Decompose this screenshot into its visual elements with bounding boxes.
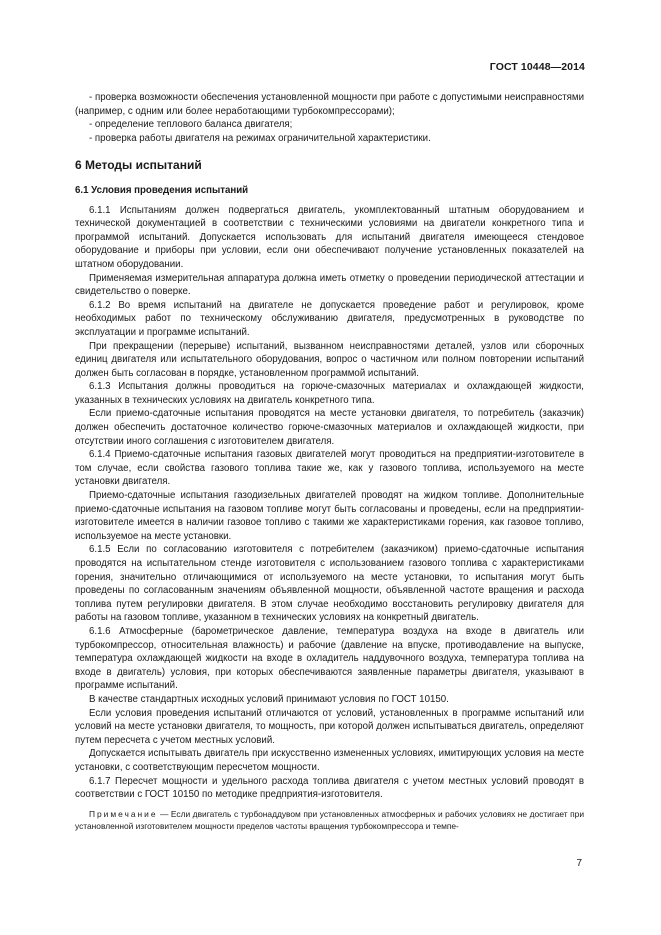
paragraph-6-1-3: 6.1.3 Испытания должны проводиться на горюче-смазочных материалах и охлаждающей жидкости, указанных в технических условиях на двигатель конкретного типа. <box>75 381 584 406</box>
note <box>75 808 584 832</box>
page-body <box>75 91 584 832</box>
intro-item-3: - проверка работы двигателя на режимах ограничительной характеристики. <box>89 132 431 144</box>
paragraph: Применяемая измерительная аппаратура должна иметь отметку о проведении периодической аттестации и свидетельство о поверке. <box>75 272 584 298</box>
section-title: 6 Методы испытаний <box>75 158 202 173</box>
page-number: 7 <box>576 858 582 869</box>
paragraph: Приемо-сдаточные испытания газодизельных двигателей проводят на жидком топливе. Дополнительные приемо-сдаточные испытания на газовом топливе могут быть согласованы и проведены, если на предприятии-изготовителе имеется в наличии газовое топливо с такими же характеристиками горения, как газовое топливо, используемое на месте установки. <box>75 490 584 542</box>
paragraph-6-1-7: 6.1.7 Пересчет мощности и удельного расхода топлива двигателя с учетом местных условий проводят в соответствии с ГОСТ 10150 по методике предприятия-изготовителя. <box>75 775 584 801</box>
paragraph-6-1-4: 6.1.4 Приемо-сдаточные испытания газовых двигателей могут проводиться на предприятии-изготовителе в том случае, если свойства газового топлива такие же, как у газового топлива, используемого на месте установки двигателя. <box>75 449 584 488</box>
subsection-title: 6.1 Условия проведения испытаний <box>75 184 249 196</box>
paragraph: В качестве стандартных исходных условий принимают условия по ГОСТ 10150. <box>89 693 449 705</box>
paragraph: Если условия проведения испытаний отличаются от условий, установленных в программе испытаний или условий на месте установки двигателя, то мощность, при которой должен испытываться двигатель, определяют путем пересчета с учетом местных условий. <box>75 707 584 746</box>
paragraph: Если приемо-сдаточные испытания проводятся на месте установки двигателя, то потребитель (заказчик) должен обеспечить достаточное количество горюче-смазочных материалов и охлаждающей жидкости, при отсутствии иного соглашения с изготовителем двигателя. <box>75 408 584 447</box>
paragraph-6-1-6: 6.1.6 Атмосферные (барометрическое давление, температура воздуха на входе в двигатель или турбокомпрессор, относительная влажность) и рабочие (давление на впуске, противодавление на выпуске, температура охлаждающей жидкости на входе в охладитель наддувочного воздуха, температура топлива на входе в двигатель) условия, при которых обеспечиваются заявленные параметры двигателя, указывают в программе испытаний. <box>75 625 584 692</box>
note-text: — Если двигатель с турбонаддувом при установленных атмосферных и рабочих условиях не достигает при установленной изготовителем мощности пределов частоты вращения турбокомпрессора и темпе- <box>75 808 584 831</box>
paragraph: Допускается испытывать двигатель при искусственно измененных условиях, имитирующих условия на месте установки, с соответствующим пересчетом мощности. <box>75 748 584 773</box>
paragraph: При прекращении (перерыве) испытаний, вызванном неисправностями деталей, узлов или сборочных единиц двигателя или испытательного оборудования, вопрос о частичном или полном повторении испытаний должен быть согласован в порядке, установленном программой испытаний. <box>75 340 584 379</box>
standard-designation: ГОСТ 10448—2014 <box>489 61 585 73</box>
paragraph-6-1-5: 6.1.5 Если по согласованию изготовителя с потребителем (заказчиком) приемо-сдаточные испытания проводятся на испытательном стенде изготовителя с использованием газового топлива с характеристиками горения, значительно отличающимися от используемого на месте установки, то испытания могут быть проведены по согласованным значениям объявленной мощности, объявленной частоте вращения и расхода топлива путем регулировки двигателя. В этом случае необходимо восстановить регулировку двигателя для работы на газовом топливе, указанном в технических условиях на конкретный двигатель. <box>75 544 584 624</box>
intro-item-2: - определение теплового баланса двигателя; <box>89 119 293 131</box>
intro-item-1: - проверка возможности обеспечения установленной мощности при работе с допустимыми неисправностями (например, с одним или более неработающими турбокомпрессорами); <box>75 92 584 117</box>
paragraph-6-1-2: 6.1.2 Во время испытаний на двигателе не допускается проведение работ и регулировок, кроме необходимых работ по техническому обслуживанию двигателя, предусмотренных в руководстве по эксплуатации и программе испытаний. <box>75 299 584 338</box>
note-label: Примечание <box>89 808 158 819</box>
paragraph-6-1-1: 6.1.1 Испытаниям должен подвергаться двигатель, укомплектованный штатным оборудованием и технической документацией в соответствии с техническими условиями на двигатели конкретного типа и программой испытаний. Допускается использовать для испытаний двигателя имеющееся стендовое оборудование и приборы при условии, если они обеспечивают получение установленных показателей на штатном оборудовании. <box>75 204 584 270</box>
